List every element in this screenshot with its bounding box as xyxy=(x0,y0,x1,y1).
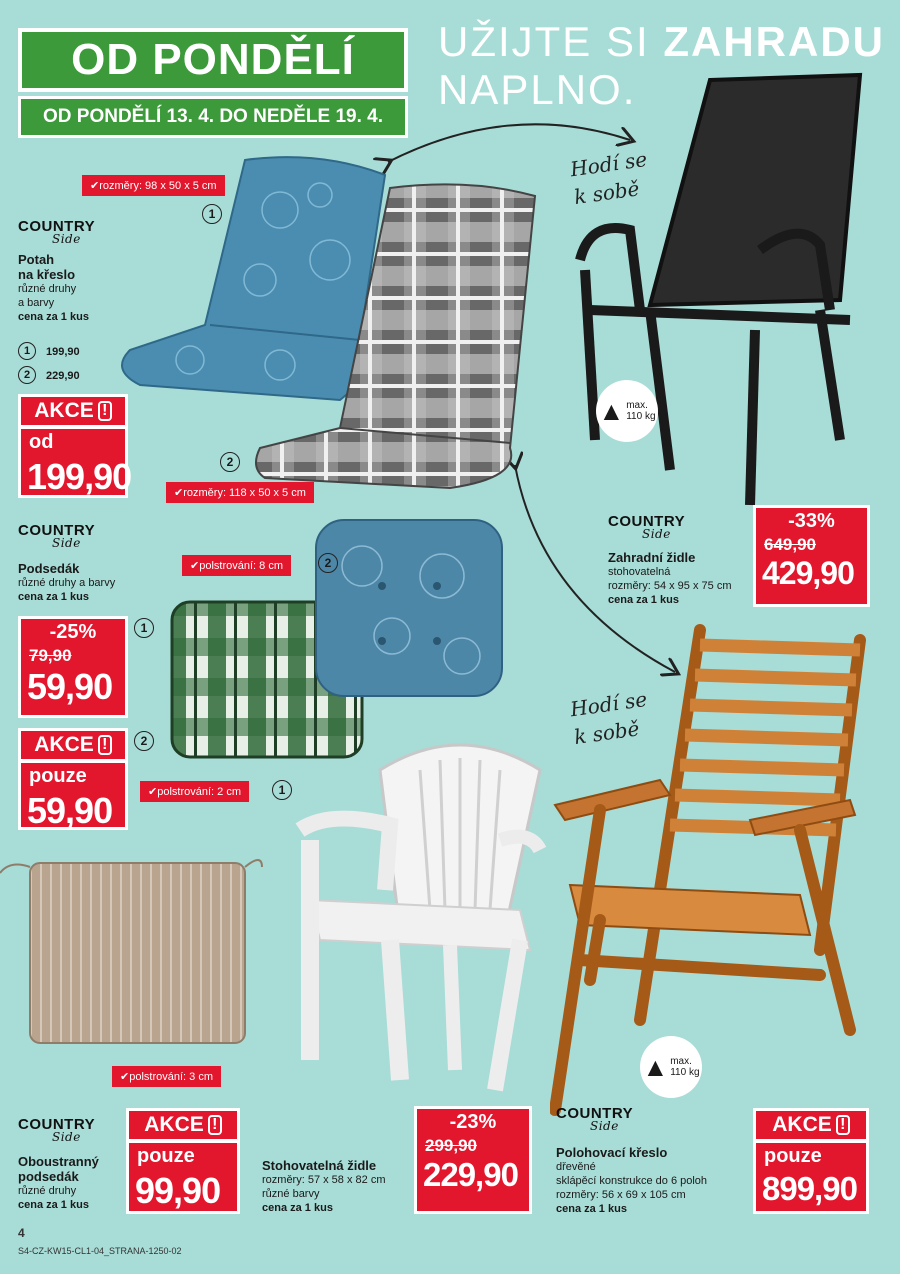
stohovatelna-info: Stohovatelná židle rozměry: 57 x 58 x 82 cm různé barvy cena za 1 kus xyxy=(262,1158,386,1214)
wooden-chair-image xyxy=(550,620,870,1120)
page-code: S4-CZ-KW15-CL1-04_STRANA-1250-02 xyxy=(18,1246,182,1256)
zidle-info: Zahradní židle stohovatelná rozměry: 54 x 95 x 75 cm cena za 1 kus xyxy=(608,550,732,606)
oboustranny-info: Oboustranný podsedák různé druhy cena za 1 kus xyxy=(18,1154,99,1211)
akce-badge-kreslo: AKCE ! xyxy=(753,1108,869,1142)
header-title: OD PONDĚLÍ xyxy=(18,28,408,92)
plaid-cushion-image xyxy=(250,178,540,498)
akce-badge-oboustranny: AKCE ! xyxy=(126,1108,240,1142)
handwritten-note-2: Hodí se k sobě xyxy=(568,686,649,750)
price-box-kreslo: pouze 899,90 xyxy=(753,1140,869,1214)
variant-price-1: 199,90 xyxy=(46,346,80,358)
header-dates: OD PONDĚLÍ 13. 4. DO NEDĚLE 19. 4. xyxy=(18,96,408,138)
price-box-podsedak-akce: pouze 59,90 xyxy=(18,760,128,830)
max-load-badge: ▲ max. 110 kg xyxy=(640,1036,702,1098)
price-box-potah: od 199,90 xyxy=(18,426,128,498)
price-box-stohovatelna: -23% 299,90 229,90 xyxy=(414,1106,532,1214)
variant-price-2: 229,90 xyxy=(46,370,80,382)
brand-logo: COUNTRY Side xyxy=(608,513,686,541)
padding-tag-3cm: ✔ polstrování: 3 cm xyxy=(112,1066,221,1087)
max-load-badge: ▲ max. 110 kg xyxy=(596,380,658,442)
variant-marker-2: 2 xyxy=(220,452,240,472)
price-box-oboustranny: pouze 99,90 xyxy=(126,1140,240,1214)
variant-marker-1: 1 xyxy=(202,204,222,224)
padding-tag-2cm: ✔ polstrování: 2 cm xyxy=(140,781,249,802)
price-box-zidle: -33% 649,90 429,90 xyxy=(753,505,870,607)
variant-price-1-marker: 1 xyxy=(18,342,36,360)
handwritten-note-1: Hodí se k sobě xyxy=(568,146,649,210)
brand-logo: COUNTRY Side xyxy=(556,1105,634,1133)
brand-logo: COUNTRY Side xyxy=(18,1116,96,1144)
variant-price-2-marker: 2 xyxy=(18,366,36,384)
slogan: UŽIJTE SI ZAHRADU NAPLNO. xyxy=(438,18,886,113)
akce-badge-podsedak: AKCE ! xyxy=(18,728,128,762)
brand-logo: COUNTRY Side xyxy=(18,522,96,550)
potah-info: Potah na křeslo různé druhy a barvy cena za 1 kus xyxy=(18,252,89,323)
variant-marker-2: 2 xyxy=(134,731,154,751)
page-number: 4 xyxy=(18,1226,25,1240)
size-tag-2: ✔ rozměry: 118 x 50 x 5 cm xyxy=(166,482,314,503)
podsedak-info: Podsedák různé druhy a barvy cena za 1 kus xyxy=(18,561,116,603)
size-tag-1: ✔ rozměry: 98 x 50 x 5 cm xyxy=(82,175,225,196)
beige-cushion-image xyxy=(0,845,265,1050)
brand-logo: COUNTRY Side xyxy=(18,218,96,246)
black-chair-image xyxy=(570,70,870,510)
variant-marker-2: 2 xyxy=(318,553,338,573)
blue-tufted-cushion-image xyxy=(312,516,507,701)
price-box-podsedak-discount: -25% 79,90 59,90 xyxy=(18,616,128,718)
padding-tag-8cm: ✔ polstrování: 8 cm xyxy=(182,555,291,576)
kreslo-info: Polohovací křeslo dřevěné sklápěcí konstrukce do 6 poloh rozměry: 56 x 69 x 105 cm cena za 1 kus xyxy=(556,1145,708,1215)
akce-badge-potah: AKCE ! xyxy=(18,394,128,428)
white-chair-image xyxy=(290,730,550,1100)
variant-marker-1: 1 xyxy=(134,618,154,638)
variant-marker-1: 1 xyxy=(272,780,292,800)
